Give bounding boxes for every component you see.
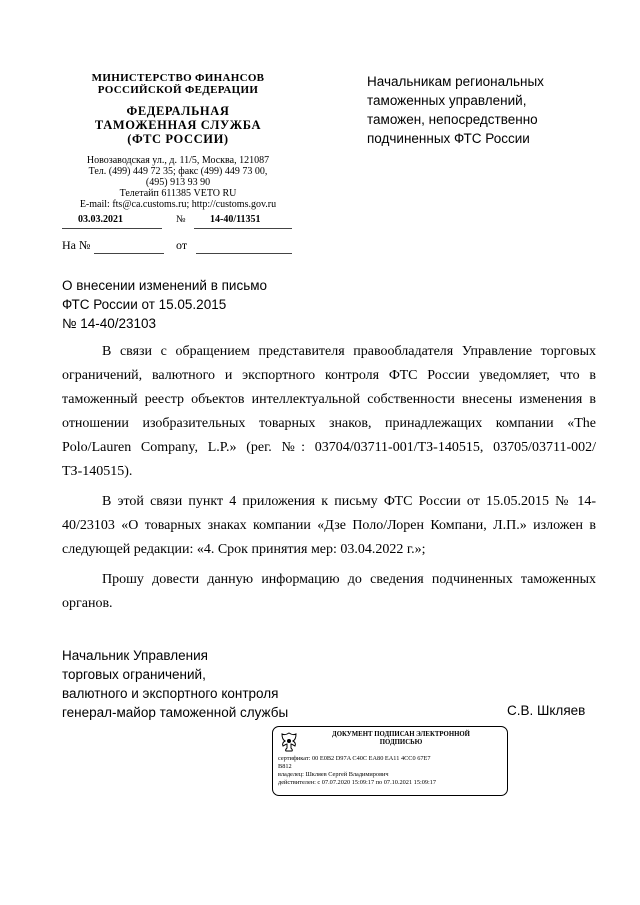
addressee-line: Начальникам региональных: [367, 74, 544, 89]
body-paragraph-2: В этой связи пункт 4 приложения к письму ФТС России от 15.05.2015 № 14-40/23103 «О товарных знаках компании «Дзе Поло/Лорен Компани, Л.П.» изложен в следующей редакции: «4. Срок принятия мер: 03.04.2022 г.»;: [62, 494, 596, 557]
signer-name: С.В. Шкляев: [507, 703, 586, 718]
stamp-title: [301, 731, 501, 747]
reply-to-number-label: На №: [62, 238, 91, 252]
registration-date: 03.03.2021: [78, 214, 123, 225]
coat-of-arms-icon: [278, 731, 300, 753]
agency-name: [58, 104, 298, 146]
letter-body: [62, 340, 596, 622]
address-line: Новозаводская ул., д. 11/5, Москва, 121087: [86, 155, 270, 166]
agency-line-1: ФЕДЕРАЛЬНАЯ: [126, 104, 230, 118]
signer-line: торговых ограничений,: [62, 667, 206, 682]
stamp-details: [278, 755, 504, 787]
phone-line-2: (495) 913 93 90: [145, 177, 211, 188]
certificate-line-2: B812: [278, 763, 292, 770]
subject-line: ФТС России от 15.05.2015: [62, 297, 227, 312]
certificate-line: сертификат: 00 E0B2 D97A C40C EA80 EA11 4CC0 67E7: [278, 755, 431, 762]
subject-line: О внесении изменений в письмо: [62, 278, 268, 293]
signer-line: Начальник Управления: [62, 648, 208, 663]
subject-line: № 14-40/23103: [62, 316, 157, 331]
agency-contacts: [58, 155, 298, 210]
addressee-line: таможен, непосредственно: [367, 112, 538, 127]
letterhead: [58, 72, 298, 210]
body-paragraph-3: Прошу довести данную информацию до сведения подчиненных таможенных органов.: [62, 572, 596, 611]
email-line: E-mail: fts@ca.customs.ru; http://customs.gov.ru: [79, 199, 277, 210]
phone-line: Тел. (499) 449 72 35; факс (499) 449 73 00,: [88, 166, 268, 177]
addressee-line: таможенных управлений,: [367, 93, 527, 108]
ministry-line-1: МИНИСТЕРСТВО ФИНАНСОВ: [91, 72, 265, 84]
stamp-title-line: ПОДПИСЬЮ: [379, 739, 423, 746]
signer-line: валютного и экспортного контроля: [62, 686, 279, 701]
reply-number-underline: [94, 253, 164, 254]
number-label: №: [176, 214, 186, 225]
stamp-title-line: ДОКУМЕНТ ПОДПИСАН ЭЛЕКТРОННОЙ: [332, 731, 470, 738]
body-paragraph-1: В связи с обращением представителя правообладателя Управление торговых ограничений, валютного и экспортного контроля ФТС России уведомляет, что в таможенный реестр объектов интеллектуальной собственности внесены изменения в отношении изобразительных товарных знаков, принадлежащих компании «The Polo/Lauren Company, L.P.» (рег. №: 03704/03711-001/ТЗ-140515, 03705/03711-002/ТЗ-140515).: [62, 344, 596, 479]
signer-line: генерал-майор таможенной службы: [62, 705, 289, 720]
number-underline: [194, 228, 292, 229]
electronic-signature-stamp: [272, 726, 508, 796]
agency-line-2: ТАМОЖЕННАЯ СЛУЖБА: [94, 118, 262, 132]
signer-position: [62, 646, 322, 722]
registration-block: [62, 214, 292, 252]
validity-line: действителен: с 07.07.2020 15:09:17 по 07.10.2021 15:09:17: [278, 779, 437, 786]
agency-line-3: (ФТС РОССИИ): [127, 132, 229, 146]
reply-date-label: от: [176, 238, 188, 252]
date-underline: [62, 228, 162, 229]
ministry-line-2: РОССИЙСКОЙ ФЕДЕРАЦИИ: [97, 84, 259, 96]
reply-date-underline: [196, 253, 292, 254]
addressee-line: подчиненных ФТС России: [367, 131, 530, 146]
registration-number: 14-40/11351: [210, 214, 261, 225]
addressee: [367, 72, 597, 148]
ministry-name: [58, 72, 298, 96]
letter-subject: [62, 276, 312, 333]
teletype-line: Телетайп 611385 VETO RU: [119, 188, 237, 199]
owner-line: владелец: Шкляев Сергей Владимирович: [278, 771, 389, 778]
